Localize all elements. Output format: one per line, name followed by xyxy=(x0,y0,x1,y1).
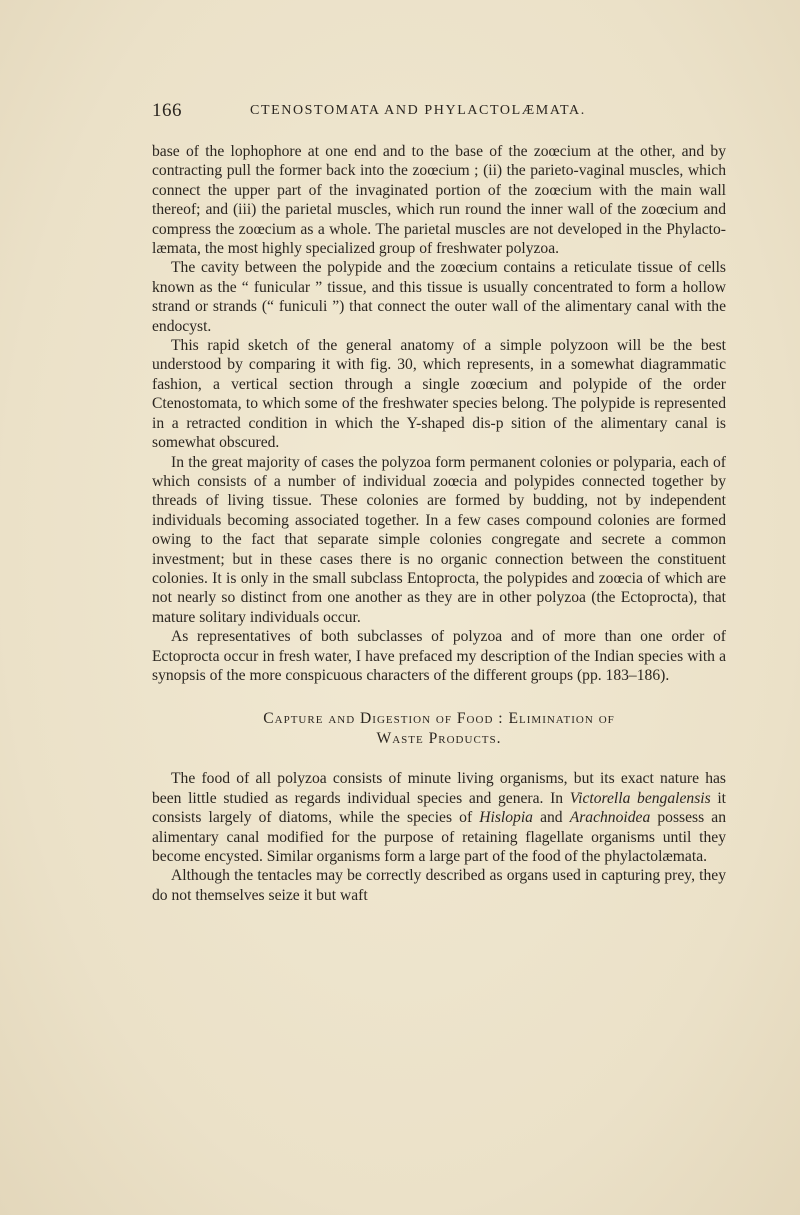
food-text-2: it consists largely of diatoms, while the species of xyxy=(152,789,726,827)
genus-name-arachnoidea: Arachnoidea xyxy=(569,809,651,827)
body-text xyxy=(152,142,726,905)
running-head xyxy=(152,100,732,122)
section-heading-line-2: Waste Products. xyxy=(376,730,502,748)
paragraph-tentacles: Although the tentacles may be correctly described as organs used in capturing prey, they do not themselves seize it but waft xyxy=(152,867,726,904)
food-text-1: The food of all polyzoa consists of minute living organisms, but its exact nature has been little studied as regards individual species and genera. In xyxy=(152,770,726,807)
paragraph-muscles: base of the lophophore at one end and to the base of the zoœcium at the other, and by contracting pull the former back into the zoœcium ; (ii) the parieto-vaginal muscles, which connect the upper part of the invaginated portion of the zoœcium with the main wall thereof; and (iii) the parietal muscles, which run round the inner wall of the zoœcium and compress the zoœcium as a whole. The parietal muscles are not developed in the Phylacto-læmata, the most highly specialized group of freshwater polyzoa. xyxy=(152,143,726,258)
paragraph-colonies: In the great majority of cases the polyzoa form permanent colonies or polyparia, each of which consists of a number of individual zoœcia and polypides connected together by threads of living tissue. These colonies are formed by budding, not by independent individuals becoming associated together. In a few cases compound colonies are formed owing to the fact that separate simple colonies congregate and secrete a common investment; but in these cases there is no organic connection between the constituent colonies. It is only in the small subclass Entoprocta, the polypides and zoœcia of which are not nearly so distinct from one another as they are in other polyzoa (the Ectoprocta), that mature solitary individuals occur. xyxy=(152,453,726,626)
paragraph-anatomy-sketch: This rapid sketch of the general anatomy of a simple polyzoon will be the best understood by comparing it with fig. 30, which represents, in a somewhat diagrammatic fashion, a vertical section through a single zoœcium and polypide of the order Ctenostomata, to which some of the freshwater species belong. The polypide is represented in a retracted condition in which the Y-shaped dis-p sition of the alimentary canal is somewhat obscured. xyxy=(152,337,726,452)
food-text-3: and xyxy=(532,809,570,827)
paragraph-food xyxy=(152,769,726,866)
section-heading xyxy=(152,709,726,749)
food-text-4: possess an alimentary canal modified for the purpose of retaining flagellate organisms until they become encysted. Similar organisms form a large part of the food of the phylactolæmata. xyxy=(152,809,726,865)
page-number: 166 xyxy=(152,100,182,121)
running-title: CTENOSTOMATA AND PHYLACTOLÆMATA. xyxy=(250,103,586,118)
paragraph-representatives: As representatives of both subclasses of polyzoa and of more than one order of Ectoprocta occur in fresh water, I have prefaced my description of the Indian species with a synopsis of the more conspicuous characters of the different groups (pp. 183–186). xyxy=(152,628,726,684)
genus-name-hislopia: Hislopia xyxy=(479,809,533,827)
species-name-victorella: Victorella bengalensis xyxy=(569,789,711,807)
paragraph-funicular-tissue: The cavity between the polypide and the zoœcium contains a reticulate tissue of cells known as the “ funicular ” tissue, and this tissue is usually concentrated to form a hollow strand or strands (“ funiculi ”) that connect the outer wall of the alimentary canal with the endocyst. xyxy=(152,259,726,335)
section-heading-line-1: Capture and Digestion of Food : Elimination of xyxy=(263,710,615,728)
